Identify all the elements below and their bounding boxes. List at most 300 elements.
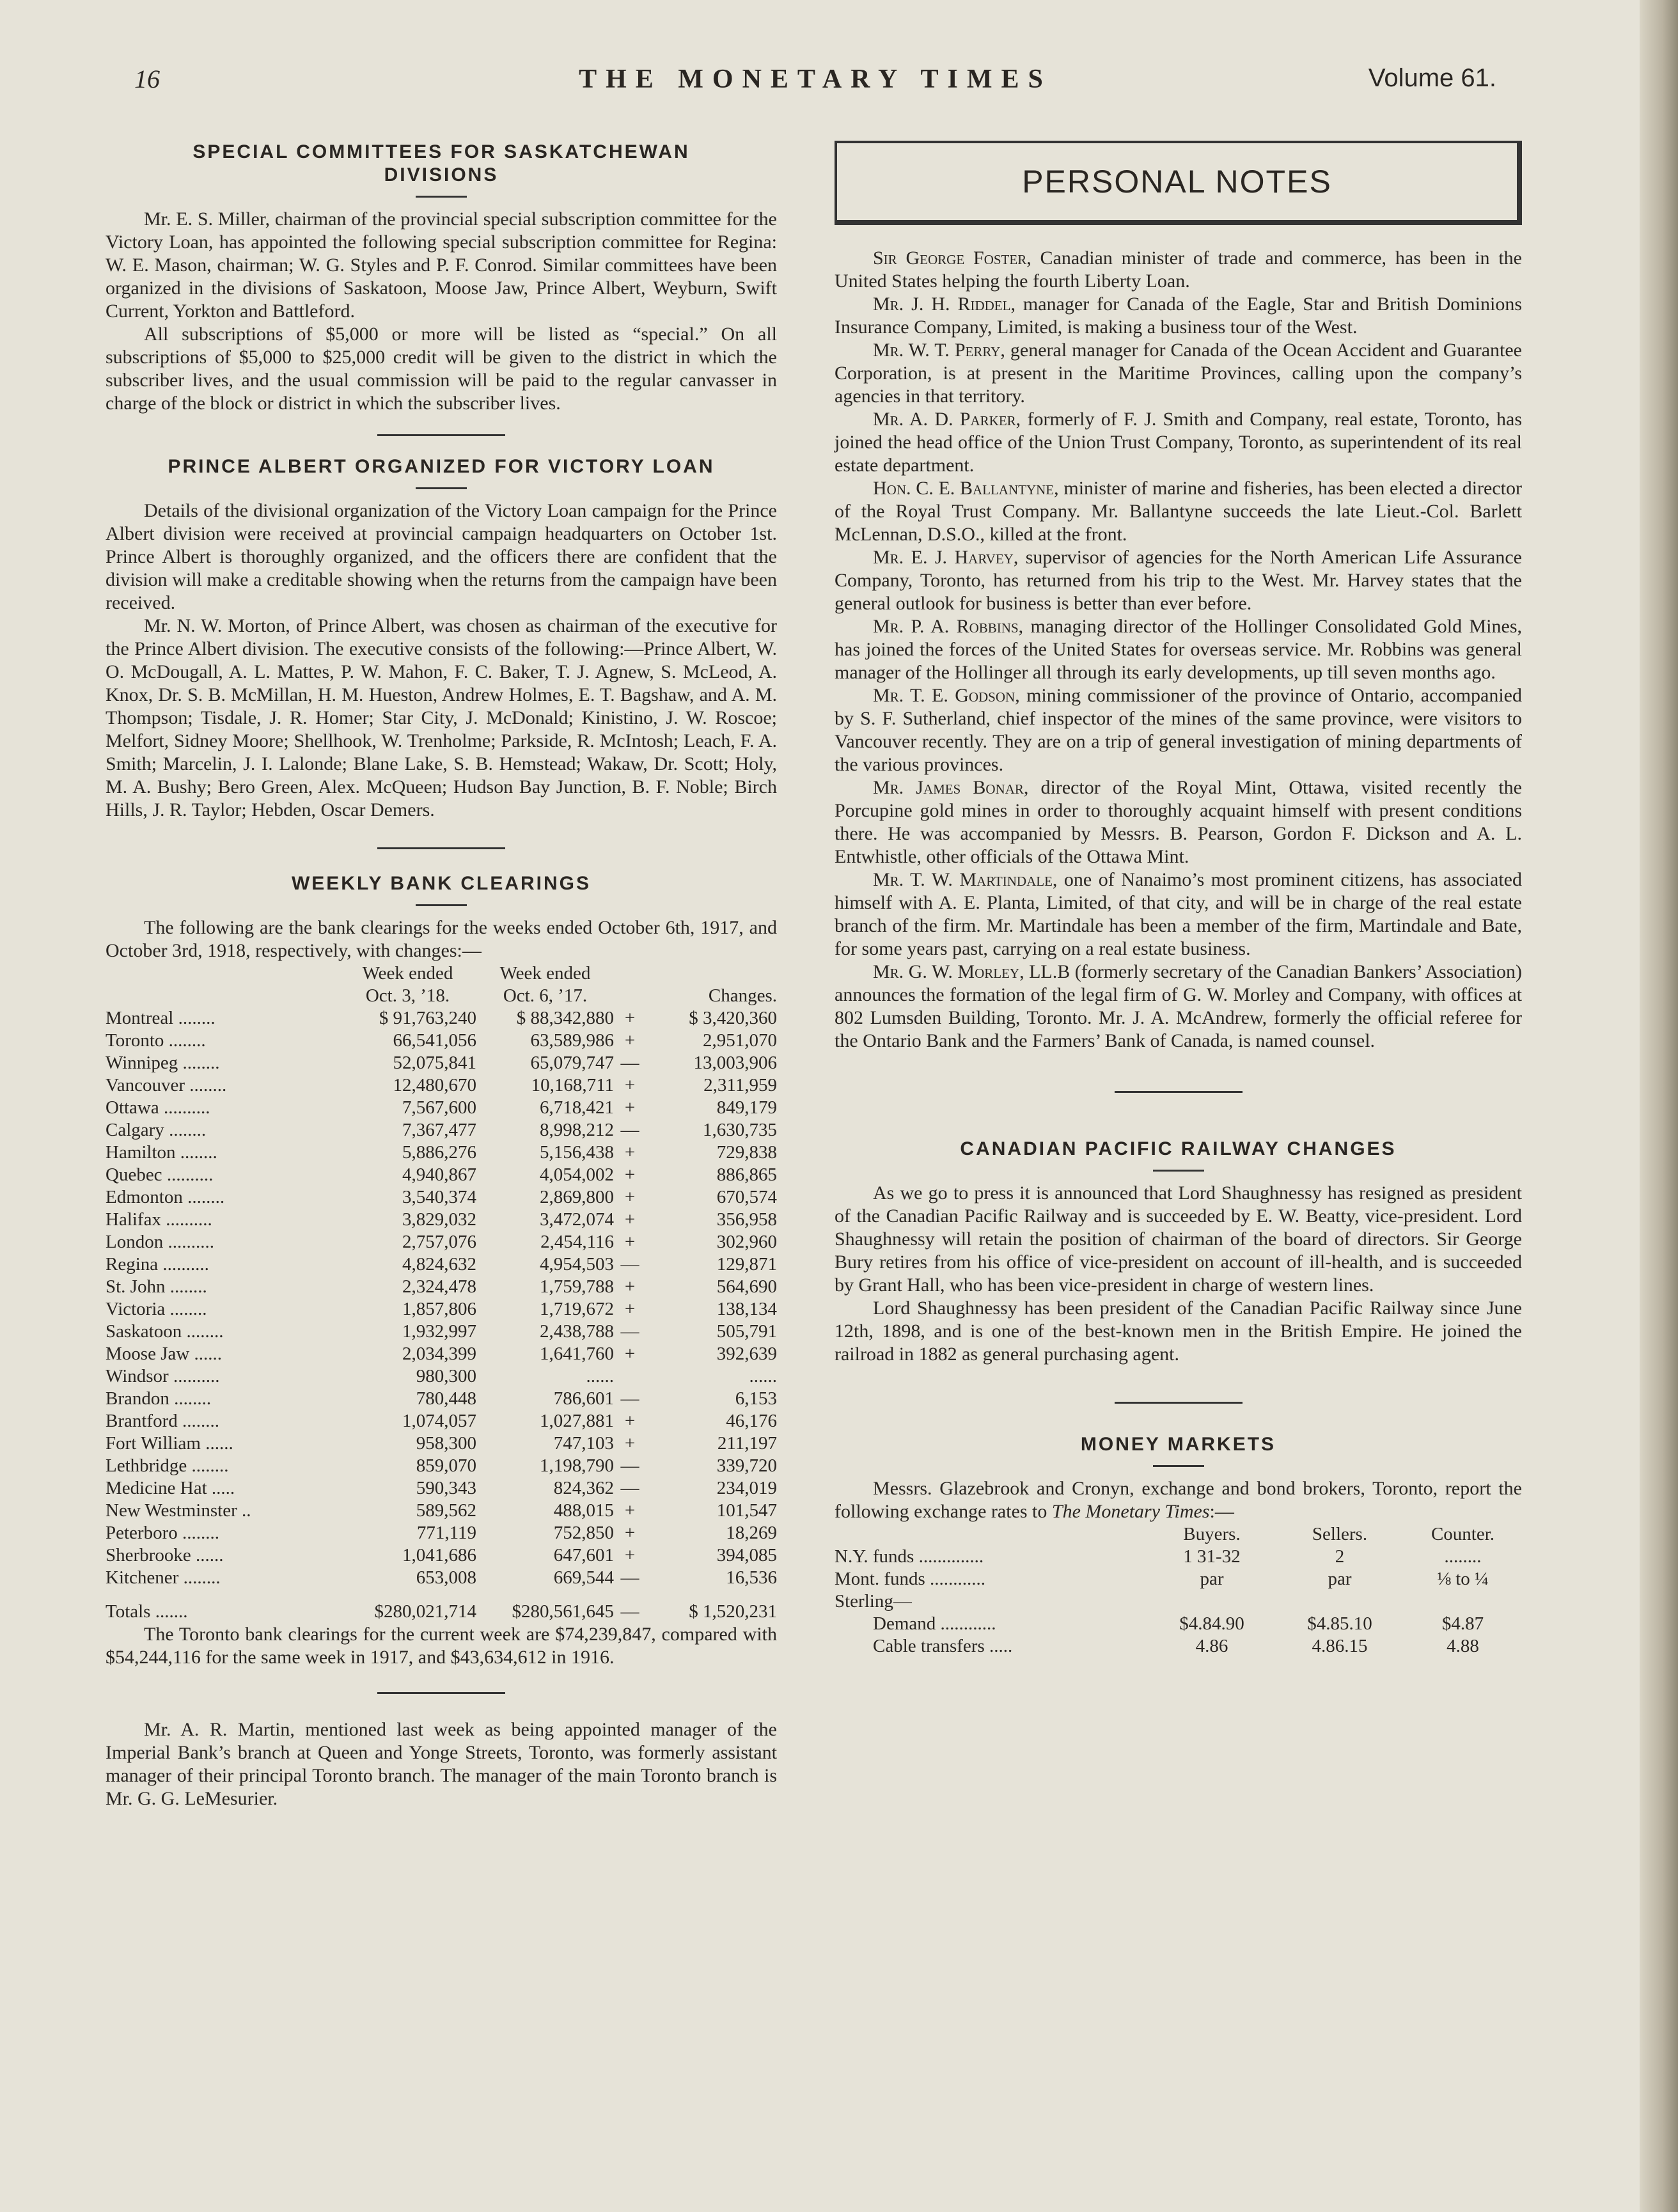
cell: 7,567,600 [402, 1097, 476, 1118]
cell: 653,008 [416, 1567, 476, 1588]
table-row [106, 1141, 777, 1164]
row-label: N.Y. funds [835, 1546, 914, 1567]
note-text: (formerly secretary of the Canadian Bankers’ Association) announces the formation of the legal firm of G. W. Morley and Company, with offices at 802 Lumsden Building, Toronto. Mr. J. A. McAndrew, formerly the official referee for the Ontario Bank and the Farmers’ Bank of Canada, is named counsel. [835, 961, 1522, 1051]
leader-dots: ........ [168, 1030, 206, 1051]
leader-dots: ....... [155, 1601, 188, 1622]
cell: 65,079,747 [530, 1053, 614, 1073]
personal-note [835, 339, 1522, 408]
note-text: , director of the Royal Mint, Ottawa, visited recently the Porcupine gold mines in order to thoroughly acquaint himself with present conditions there. He was accompanied by Messrs. B. Pearson, Gordon F. Dickson and A. L. Entwhistle, other officials of the Ottawa Mint. [835, 777, 1522, 867]
cell: ...... [586, 1366, 614, 1386]
sign: + [624, 1008, 636, 1028]
paragraph [835, 1477, 1522, 1523]
cell: 6,153 [735, 1388, 777, 1409]
table-row [106, 1231, 777, 1253]
cell: $4.87 [1441, 1613, 1484, 1634]
cell: 1,074,057 [402, 1411, 476, 1431]
leader-dots: .......... [164, 1097, 210, 1118]
sign: — [620, 1321, 639, 1342]
personal-notes-list [835, 247, 1522, 1053]
cell: 356,958 [716, 1209, 777, 1230]
cell: 4,824,632 [402, 1254, 476, 1275]
leader-dots: ........ [186, 1321, 224, 1342]
cell: 4,054,002 [540, 1165, 614, 1185]
person-name: Mr. A. D. Parker [873, 409, 1016, 430]
leader-dots: ..... [989, 1636, 1013, 1656]
sign: + [624, 1299, 636, 1319]
cell: 2,438,788 [540, 1321, 614, 1342]
cell: 886,865 [716, 1165, 777, 1185]
sign: + [624, 1276, 636, 1297]
cell: $ 1,520,231 [689, 1601, 777, 1622]
paragraph: All subscriptions of $5,000 or more will be listed as “special.” On all subscriptions of $5,000 to $25,000 credit will be given to the district in which the subscriber lives, and the usual commission will be paid to the regular canvasser in charge of the block or district in which the subscriber lives. [106, 324, 777, 414]
leader-dots: ........ [178, 1008, 216, 1028]
column-header: Week ended [362, 963, 453, 984]
sign: — [620, 1567, 639, 1588]
sign: + [624, 1433, 636, 1454]
leader-dots: ........ [182, 1411, 219, 1431]
cell [1276, 1590, 1404, 1613]
cell: 101,547 [716, 1500, 777, 1521]
note-text: , supervisor of agencies for the North American Life Assurance Company, Toronto, has returned from his trip to the West. Mr. Harvey states that the general outlook for business is better than ever before. [835, 547, 1522, 614]
column-header: Sellers. [1312, 1524, 1368, 1544]
cell: $ 91,763,240 [379, 1008, 476, 1028]
cell: 1,027,881 [540, 1411, 614, 1431]
leader-dots: ........ [183, 1567, 221, 1588]
city-name: Ottawa [106, 1097, 159, 1118]
leader-dots: ........ [174, 1388, 212, 1409]
cell: 3,540,374 [402, 1187, 476, 1207]
personal-note [835, 961, 1522, 1053]
note-text: , formerly of F. J. Smith and Company, real estate, Toronto, has joined the head office of the Union Trust Company, Toronto, as superintendent of its real estate department. [835, 409, 1523, 476]
cell: 958,300 [416, 1433, 476, 1454]
city-name: Montreal [106, 1008, 174, 1028]
table-row [106, 1074, 777, 1097]
leader-dots: ........ [182, 1523, 219, 1543]
cell: $ 3,420,360 [689, 1008, 777, 1028]
table-row [106, 1321, 777, 1343]
column-header: Buyers. [1183, 1524, 1241, 1544]
cell: 4.86 [1195, 1636, 1228, 1656]
page-number: 16 [134, 65, 160, 93]
table-row [106, 1052, 777, 1074]
column-header: Changes. [708, 985, 777, 1006]
cell: 1,932,997 [402, 1321, 476, 1342]
table-row [106, 1119, 777, 1141]
cell: 7,367,477 [402, 1120, 476, 1140]
personal-note [835, 776, 1522, 868]
city-name: Quebec [106, 1165, 162, 1185]
cell: 138,134 [716, 1299, 777, 1319]
leader-dots: ...... [194, 1344, 223, 1364]
paragraph: The Toronto bank clearings for the current week are $74,239,847, compared with $54,244,116 for the same week in 1917, and $43,634,612 in 1916. [106, 1624, 777, 1668]
leader-dots: ..... [211, 1478, 235, 1498]
headline: MONEY MARKETS [1080, 1434, 1276, 1455]
cell: 824,362 [553, 1478, 614, 1498]
cell: 16,536 [726, 1567, 777, 1588]
sign: — [620, 1478, 639, 1498]
sign: + [624, 1523, 636, 1543]
cell: 4.88 [1447, 1636, 1479, 1656]
sign: + [624, 1165, 636, 1185]
divider [416, 196, 467, 198]
table-row [835, 1568, 1522, 1590]
clearings-rows [106, 1007, 777, 1589]
sign: — [620, 1254, 639, 1275]
city-name: Brantford [106, 1411, 178, 1431]
sign: + [624, 1075, 636, 1095]
cell: 670,574 [716, 1187, 777, 1207]
leader-dots: .............. [918, 1546, 984, 1567]
cell [1148, 1590, 1276, 1613]
city-name: Toronto [106, 1030, 164, 1051]
article-saskatchewan [106, 141, 777, 415]
paragraph: Mr. N. W. Morton, of Prince Albert, was chosen as chairman of the executive for the Prince Albert division. The executive consists of the following:—Prince Albert, W. O. McDougall, A. L. Mattes, P. W. Mahon, F. C. Baker, T. J. Agnew, S. McLeod, A. Knox, Dr. S. B. McMillan, H. M. Hueston, Andrew Holmes, E. T. Bagshaw, and A. M. Thompson; Tisdale, J. R. Homer; Star City, J. McDonald; Kinistino, J. W. Roscoe; Melfort, Sidney Moore; Shellhook, W. Trenholme; Parkside, R. McIntosh; Leach, F. A. Smith; Marcelin, J. I. Lalonde; Blane Lake, S. B. Hemstead; Wakaw, Dr. Scott; Holy, M. A. Bushy; Bero Green, Alex. McQueen; Hudson Bay Junction, B. F. Noble; Birch Hills, J. R. Taylor; Hebden, Oscar Demers. [106, 615, 777, 820]
table-row [106, 1030, 777, 1052]
table-row [106, 1253, 777, 1276]
row-label: Totals [106, 1601, 151, 1622]
article-bank-clearings [106, 872, 777, 1669]
paragraph: Mr. A. R. Martin, mentioned last week as being appointed manager of the Imperial Bank’s branch at Queen and Yonge Streets, Toronto, was formerly assistant manager of their principal Toronto branch. The manager of the main Toronto branch is Mr. G. G. LeMesurier. [106, 1719, 777, 1809]
personal-note [835, 684, 1522, 776]
cell: 4,940,867 [402, 1165, 476, 1185]
table-row [106, 1097, 777, 1119]
cell: 747,103 [553, 1433, 614, 1454]
column-header: Oct. 6, ’17. [503, 985, 588, 1006]
cell: 729,838 [716, 1142, 777, 1163]
table-row [106, 1276, 777, 1298]
cell: 63,589,986 [530, 1030, 614, 1051]
person-name: Sir George Foster [873, 247, 1027, 269]
sign: + [624, 1545, 636, 1565]
cell: 66,541,056 [393, 1030, 476, 1051]
cell: 5,886,276 [402, 1142, 476, 1163]
article-martin [106, 1718, 777, 1810]
paragraph: Mr. E. S. Miller, chairman of the provincial special subscription committee for the Victory Loan, has appointed the following special subscription committee for Regina: W. E. Mason, chairman; W. G. Styles and P. F. Conrod. Similar committees have been organized in the divisions of Saskatoon, Moose Jaw, Prince Albert, Weyburn, Swift Current, Yorkton and Battleford. [106, 208, 777, 322]
personal-note [835, 408, 1522, 477]
divider [1153, 1170, 1204, 1172]
cell: 2,034,399 [402, 1344, 476, 1364]
leader-dots: .......... [162, 1254, 209, 1275]
cell: 3,829,032 [402, 1209, 476, 1230]
cell: 1 31-32 [1183, 1546, 1241, 1567]
cell: 394,085 [716, 1545, 777, 1565]
cell: $280,021,714 [374, 1601, 476, 1622]
sign: + [624, 1097, 636, 1118]
article-prince-albert [106, 455, 777, 822]
cell: 505,791 [716, 1321, 777, 1342]
sign: + [624, 1142, 636, 1163]
sign: — [620, 1120, 639, 1140]
city-name: Edmonton [106, 1187, 183, 1207]
sign [614, 1365, 646, 1388]
city-name: Moose Jaw [106, 1344, 190, 1364]
person-name: Mr. J. H. Riddel [873, 294, 1011, 315]
cell: 12,480,670 [393, 1075, 476, 1095]
sign: — [620, 1053, 639, 1073]
cell: ........ [1444, 1546, 1482, 1567]
section-divider [1115, 1091, 1243, 1093]
leader-dots: ........ [187, 1187, 225, 1207]
sign: + [624, 1344, 636, 1364]
leader-dots: ...... [195, 1545, 224, 1565]
cell: 339,720 [716, 1455, 777, 1476]
leader-dots: .. [241, 1500, 251, 1521]
cell: 752,850 [553, 1523, 614, 1543]
table-row [835, 1635, 1522, 1658]
cell: 1,719,672 [540, 1299, 614, 1319]
cell: 46,176 [726, 1411, 777, 1431]
table-row [106, 1388, 777, 1410]
left-column [106, 141, 777, 1810]
personal-note [835, 546, 1522, 615]
city-name: Kitchener [106, 1567, 179, 1588]
personal-note [835, 868, 1522, 961]
person-name: Mr. James Bonar [873, 777, 1024, 798]
table-row [106, 1567, 777, 1589]
volume-label: Volume 61. [1368, 64, 1496, 92]
city-name: Sherbrooke [106, 1545, 191, 1565]
divider [416, 487, 467, 489]
table-row [106, 1343, 777, 1365]
sign: + [624, 1030, 636, 1051]
publication-name: The Monetary Times [1051, 1501, 1210, 1522]
note-text: , Canadian minister of trade and commerce, has been in the United States helping the fourth Liberty Loan. [835, 247, 1522, 292]
headline: PRINCE ALBERT ORGANIZED FOR VICTORY LOAN [168, 456, 715, 477]
leader-dots: ........ [169, 1120, 207, 1140]
city-name: Saskatoon [106, 1321, 182, 1342]
cell: 590,343 [416, 1478, 476, 1498]
cell: 2,324,478 [402, 1276, 476, 1297]
cell: 2,454,116 [540, 1232, 614, 1252]
cell: 1,759,788 [540, 1276, 614, 1297]
cell: 13,003,906 [693, 1053, 777, 1073]
cell: 1,198,790 [540, 1455, 614, 1476]
cell: 786,601 [553, 1388, 614, 1409]
cell: 4.86.15 [1312, 1636, 1368, 1656]
cell: 488,015 [553, 1500, 614, 1521]
headline: SPECIAL COMMITTEES FOR SASKATCHEWAN DIVISIONS [192, 141, 690, 185]
note-text: , one of Nanaimo’s most prominent citizens, has associated himself with A. E. Planta, Limited, of that city, and will be in charge of the real estate branch of the firm. Mr. Martindale has been a member of the firm, Martindale and Bate, for some years past, carrying on a real estate business. [835, 869, 1522, 959]
leader-dots: ........ [180, 1142, 217, 1163]
article-money-markets [835, 1433, 1522, 1658]
city-name: Winnipeg [106, 1053, 178, 1073]
note-text: , minister of marine and fisheries, has been elected a director of the Royal Trust Company. Mr. Ballantyne succeeds the late Lieut.-Col. Barlett McLennan, D.S.O., killed at the front. [835, 478, 1523, 545]
city-name: Halifax [106, 1209, 161, 1230]
leader-dots: ........ [169, 1299, 207, 1319]
section-divider [377, 1692, 505, 1694]
person-name: Mr. E. J. Harvey [873, 547, 1014, 568]
personal-note [835, 615, 1522, 684]
divider [1153, 1465, 1204, 1467]
note-text: , manager for Canada of the Eagle, Star and British Dominions Insurance Company, Limited, is making a business tour of the West. [835, 294, 1522, 338]
cell: 4,954,503 [540, 1254, 614, 1275]
person-name: Mr. T. W. Martindale [873, 869, 1053, 890]
cell: 211,197 [717, 1433, 777, 1454]
section-divider [1115, 1402, 1243, 1404]
cell: 392,639 [716, 1344, 777, 1364]
city-name: London [106, 1232, 164, 1252]
cell: 3,472,074 [540, 1209, 614, 1230]
personal-note [835, 247, 1522, 293]
person-name: Mr. T. E. Godson [873, 685, 1015, 706]
city-name: Vancouver [106, 1075, 185, 1095]
person-name: Mr. W. T. Perry [873, 340, 1001, 361]
cell: 2,757,076 [402, 1232, 476, 1252]
sign: — [620, 1455, 639, 1476]
note-text: , mining commissioner of the province of Ontario, accompanied by S. F. Sutherland, chief inspector of the mines of the same province, were visitors to Vancouver recently. They are on a trip of general investigation of mining departments of the various provinces. [835, 685, 1522, 775]
table-row [106, 1544, 777, 1567]
leader-dots: ...... [205, 1433, 233, 1454]
sign: + [624, 1411, 636, 1431]
person-name: Hon. C. E. Ballantyne [873, 478, 1055, 499]
city-name: Lethbridge [106, 1455, 187, 1476]
table-row [835, 1613, 1522, 1635]
leader-dots: .......... [166, 1209, 212, 1230]
table-row [106, 1455, 777, 1477]
table-row [106, 1365, 777, 1388]
sign: + [624, 1232, 636, 1252]
cell: 771,119 [416, 1523, 476, 1543]
cell: $ 88,342,880 [516, 1008, 614, 1028]
note-text: , general manager for Canada of the Ocean Accident and Guarantee Corporation, is at present in the Maritime Provinces, calling upon the company’s agencies in that territory. [835, 340, 1522, 407]
intro-text: Messrs. Glazebrook and Cronyn, exchange and bond brokers, Toronto, report the following exchange rates to [835, 1478, 1522, 1522]
paragraph: Details of the divisional organization of the Victory Loan campaign for the Prince Albert division were received at provincial campaign headquarters on October 1st. Prince Albert is thoroughly organized, and the officers there are confident that the division will make a creditable showing when the returns from the campaign have been received. [106, 500, 777, 613]
cell: 234,019 [716, 1478, 777, 1498]
leader-dots: ........ [189, 1075, 227, 1095]
paragraph: The following are the bank clearings for the weeks ended October 6th, 1917, and October 3rd, 1918, respectively, with changes:— [106, 917, 777, 961]
table-row [106, 1209, 777, 1231]
paragraph: As we go to press it is announced that Lord Shaughnessy has resigned as president of the Canadian Pacific Railway and is succeeded by E. W. Beatty, vice-president. Lord Shaughnessy will retain the position of chairman of the board of directors. Sir George Bury retires from his office of vice-president on account of ill-health, and is succeeded by Grant Hall, who has been vice-president in charge of western lines. [835, 1182, 1522, 1296]
cell: ⅛ to ¼ [1437, 1569, 1489, 1589]
city-name: Victoria [106, 1299, 166, 1319]
leader-dots: .......... [166, 1165, 214, 1185]
table-row [106, 1432, 777, 1455]
cell: 2,311,959 [703, 1075, 777, 1095]
cell: 1,857,806 [402, 1299, 476, 1319]
person-name: Mr. G. W. Morley, LL.B [873, 961, 1070, 982]
leader-dots: .......... [168, 1232, 214, 1252]
table-row [106, 1186, 777, 1209]
cell: 2 [1335, 1546, 1345, 1567]
note-text: , managing director of the Hollinger Consolidated Gold Mines, has joined the forces of the United States for overseas service. Mr. Robbins was general manager of the Hollinger all through its early developments, up till seven months ago. [835, 616, 1522, 683]
article-cpr-changes [835, 1138, 1522, 1366]
cell: par [1328, 1569, 1352, 1589]
cell: 564,690 [716, 1276, 777, 1297]
exchange-rates-table [835, 1523, 1522, 1658]
city-name: New Westminster [106, 1500, 237, 1521]
paragraph: Lord Shaughnessy has been president of the Canadian Pacific Railway since June 12th, 1898, and is one of the best-known men in the British Empire. He joined the railroad in 1882 as general purchasing agent. [835, 1298, 1522, 1365]
cell: $4.84.90 [1179, 1613, 1244, 1634]
sign: — [620, 1601, 639, 1622]
cell: par [1200, 1569, 1224, 1589]
row-label: Mont. funds [835, 1569, 925, 1589]
intro-text: :— [1209, 1501, 1234, 1522]
leader-dots: ........ [191, 1455, 229, 1476]
column-header: Oct. 3, ’18. [365, 985, 450, 1006]
row-label: Sterling— [835, 1591, 912, 1612]
city-name: Peterboro [106, 1523, 178, 1543]
cell: 589,562 [416, 1500, 476, 1521]
city-name: Windsor [106, 1366, 169, 1386]
row-label: Demand [873, 1613, 936, 1634]
cell: 52,075,841 [393, 1053, 476, 1073]
cell: 10,168,711 [531, 1075, 614, 1095]
city-name: Fort William [106, 1433, 201, 1454]
cell [1404, 1590, 1522, 1613]
row-label: Cable transfers [873, 1636, 985, 1656]
city-name: St. John [106, 1276, 166, 1297]
table-row [106, 1522, 777, 1544]
sign: + [624, 1209, 636, 1230]
table-row [835, 1590, 1522, 1613]
cell: 859,070 [416, 1455, 476, 1476]
cell: 780,448 [416, 1388, 476, 1409]
leader-dots: .......... [173, 1366, 220, 1386]
cell: ...... [749, 1366, 777, 1386]
cell: 849,179 [716, 1097, 777, 1118]
article-personal-notes [835, 141, 1522, 1053]
divider [416, 904, 467, 906]
cell: 2,951,070 [703, 1030, 777, 1051]
personal-note [835, 477, 1522, 546]
cell: 1,041,686 [402, 1545, 476, 1565]
leader-dots: ............ [930, 1569, 986, 1589]
column-header: Counter. [1431, 1524, 1495, 1544]
cell: 6,718,421 [540, 1097, 614, 1118]
cell: 18,269 [726, 1523, 777, 1543]
personal-notes-banner [835, 141, 1522, 225]
totals-row [106, 1601, 777, 1623]
section-divider [377, 434, 505, 436]
banner-title: PERSONAL NOTES [1022, 164, 1332, 200]
cell: 302,960 [716, 1232, 777, 1252]
table-row [835, 1546, 1522, 1568]
cell: $280,561,645 [512, 1601, 614, 1622]
page-edge [1640, 0, 1678, 2212]
cell: 129,871 [716, 1254, 777, 1275]
city-name: Medicine Hat [106, 1478, 207, 1498]
section-divider [377, 847, 505, 849]
cell: 8,998,212 [540, 1120, 614, 1140]
publication-title: THE MONETARY TIMES [579, 65, 1052, 94]
table-row [106, 1007, 777, 1030]
cell: 980,300 [416, 1366, 476, 1386]
city-name: Calgary [106, 1120, 164, 1140]
sign: — [620, 1388, 639, 1409]
page-header [134, 64, 1496, 102]
cell: 5,156,438 [540, 1142, 614, 1163]
cell: 669,544 [553, 1567, 614, 1588]
headline: CANADIAN PACIFIC RAILWAY CHANGES [960, 1138, 1397, 1159]
table-row [106, 1410, 777, 1432]
leader-dots: ........ [169, 1276, 207, 1297]
city-name: Hamilton [106, 1142, 176, 1163]
leader-dots: ........ [182, 1053, 220, 1073]
cell: 2,869,800 [540, 1187, 614, 1207]
cell: 647,601 [553, 1545, 614, 1565]
city-name: Brandon [106, 1388, 169, 1409]
headline: WEEKLY BANK CLEARINGS [291, 873, 592, 894]
cell: $4.85.10 [1307, 1613, 1372, 1634]
table-row [106, 1164, 777, 1186]
person-name: Mr. P. A. Robbins [873, 616, 1019, 637]
personal-note [835, 293, 1522, 339]
table-row [106, 1477, 777, 1500]
cell: 1,630,735 [703, 1120, 777, 1140]
table-row [106, 1500, 777, 1522]
sign: + [624, 1500, 636, 1521]
column-header: Week ended [499, 963, 591, 984]
